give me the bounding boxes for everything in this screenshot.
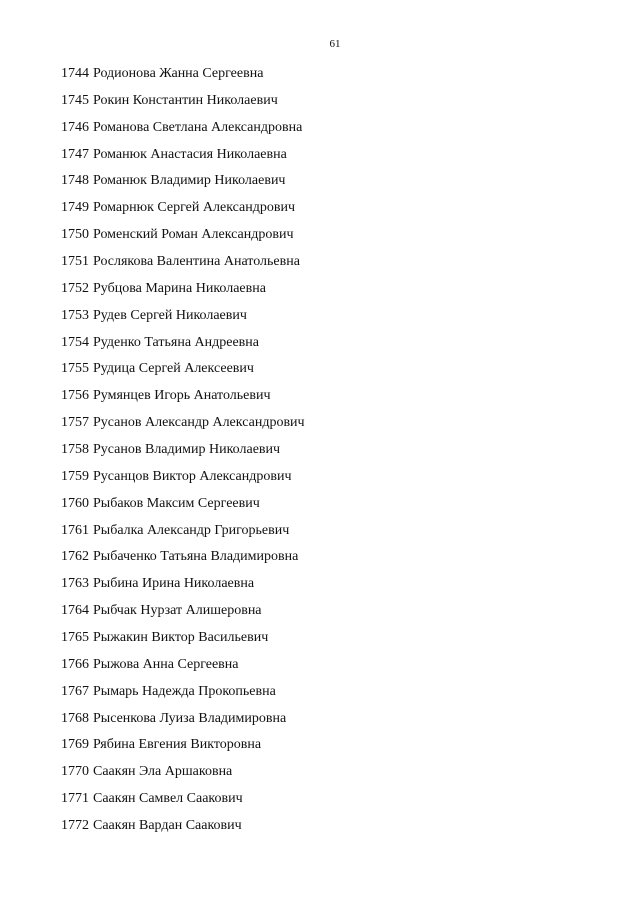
- list-item: [61, 788, 305, 815]
- entry-name: Романюк Владимир Николаевич: [93, 173, 286, 189]
- entry-number: 1747: [61, 146, 89, 162]
- entry-name: Рымарь Надежда Прокопьевна: [93, 683, 276, 699]
- entry-number: 1746: [61, 119, 89, 135]
- entry-name: Романова Светлана Александровна: [93, 119, 303, 135]
- list-item: [61, 358, 305, 385]
- entry-number: 1770: [61, 764, 89, 780]
- name-list: [61, 63, 305, 842]
- entry-number: 1766: [61, 656, 89, 672]
- entry-number: 1767: [61, 683, 89, 699]
- list-item: [61, 197, 305, 224]
- entry-name: Саакян Самвел Саакович: [93, 791, 243, 807]
- entry-number: 1745: [61, 92, 89, 108]
- list-item: [61, 144, 305, 171]
- entry-name: Саакян Эла Аршаковна: [93, 764, 233, 780]
- list-item: [61, 654, 305, 681]
- list-item: [61, 63, 305, 90]
- list-item: [61, 573, 305, 600]
- list-item: [61, 117, 305, 144]
- entry-name: Романюк Анастасия Николаевна: [93, 146, 287, 162]
- entry-number: 1744: [61, 66, 89, 81]
- entry-name: Рубцова Марина Николаевна: [93, 280, 266, 296]
- entry-name: Рудица Сергей Алексеевич: [93, 361, 254, 377]
- list-item: [61, 385, 305, 412]
- list-item: [61, 170, 305, 197]
- entry-name: Рыбалка Александр Григорьевич: [93, 522, 290, 538]
- entry-number: 1752: [61, 280, 89, 296]
- entry-number: 1750: [61, 227, 89, 243]
- entry-name: Рыбчак Нурзат Алишеровна: [93, 603, 262, 619]
- entry-name: Рокин Константин Николаевич: [93, 92, 278, 108]
- entry-name: Русанов Владимир Николаевич: [93, 442, 281, 458]
- list-item: [61, 224, 305, 251]
- entry-number: 1771: [61, 791, 89, 807]
- entry-number: 1754: [61, 334, 89, 350]
- entry-name: Рудев Сергей Николаевич: [93, 307, 247, 323]
- entry-name: Роменский Роман Александрович: [93, 227, 294, 243]
- list-item: [61, 305, 305, 332]
- entry-name: Рослякова Валентина Анатольевна: [93, 254, 300, 270]
- list-item: [61, 332, 305, 359]
- entry-name: Саакян Вардан Саакович: [93, 818, 242, 834]
- entry-number: 1755: [61, 361, 89, 377]
- list-item: [61, 493, 305, 520]
- entry-name: Рыбина Ирина Николаевна: [93, 576, 255, 592]
- entry-number: 1764: [61, 603, 89, 619]
- entry-number: 1756: [61, 388, 89, 404]
- entry-number: 1768: [61, 710, 89, 726]
- list-item: [61, 90, 305, 117]
- entry-name: Румянцев Игорь Анатольевич: [93, 388, 271, 404]
- entry-name: Родионова Жанна Сергеевна: [93, 66, 264, 81]
- entry-number: 1765: [61, 630, 89, 646]
- entry-number: 1769: [61, 737, 89, 753]
- entry-number: 1761: [61, 522, 89, 538]
- entry-number: 1758: [61, 442, 89, 458]
- entry-number: 1759: [61, 468, 89, 484]
- entry-name: Рыжова Анна Сергеевна: [93, 656, 239, 672]
- entry-number: 1762: [61, 549, 89, 565]
- entry-name: Рыжакин Виктор Васильевич: [93, 630, 269, 646]
- entry-number: 1772: [61, 818, 89, 834]
- list-item: [61, 278, 305, 305]
- list-item: [61, 681, 305, 708]
- entry-number: 1749: [61, 200, 89, 216]
- entry-number: 1760: [61, 495, 89, 511]
- list-item: [61, 815, 305, 842]
- list-item: [61, 734, 305, 761]
- list-item: [61, 251, 305, 278]
- entry-number: 1753: [61, 307, 89, 323]
- entry-name: Русанов Александр Александрович: [93, 415, 305, 431]
- entry-name: Рыбаченко Татьяна Владимировна: [93, 549, 299, 565]
- list-item: [61, 546, 305, 573]
- list-item: [61, 412, 305, 439]
- list-item: [61, 627, 305, 654]
- entry-name: Ромарнюк Сергей Александрович: [93, 200, 296, 216]
- page-number: 61: [329, 38, 341, 50]
- entry-name: Рысенкова Луиза Владимировна: [93, 710, 287, 726]
- entry-number: 1748: [61, 173, 89, 189]
- entry-name: Русанцов Виктор Александрович: [93, 468, 292, 484]
- entry-number: 1751: [61, 254, 89, 270]
- list-item: [61, 520, 305, 547]
- entry-name: Руденко Татьяна Андреевна: [93, 334, 259, 350]
- list-item: [61, 600, 305, 627]
- entry-number: 1757: [61, 415, 89, 431]
- entry-number: 1763: [61, 576, 89, 592]
- list-item: [61, 708, 305, 735]
- list-item: [61, 439, 305, 466]
- list-item: [61, 761, 305, 788]
- list-item: [61, 466, 305, 493]
- entry-name: Рябина Евгения Викторовна: [93, 737, 262, 753]
- entry-name: Рыбаков Максим Сергеевич: [93, 495, 260, 511]
